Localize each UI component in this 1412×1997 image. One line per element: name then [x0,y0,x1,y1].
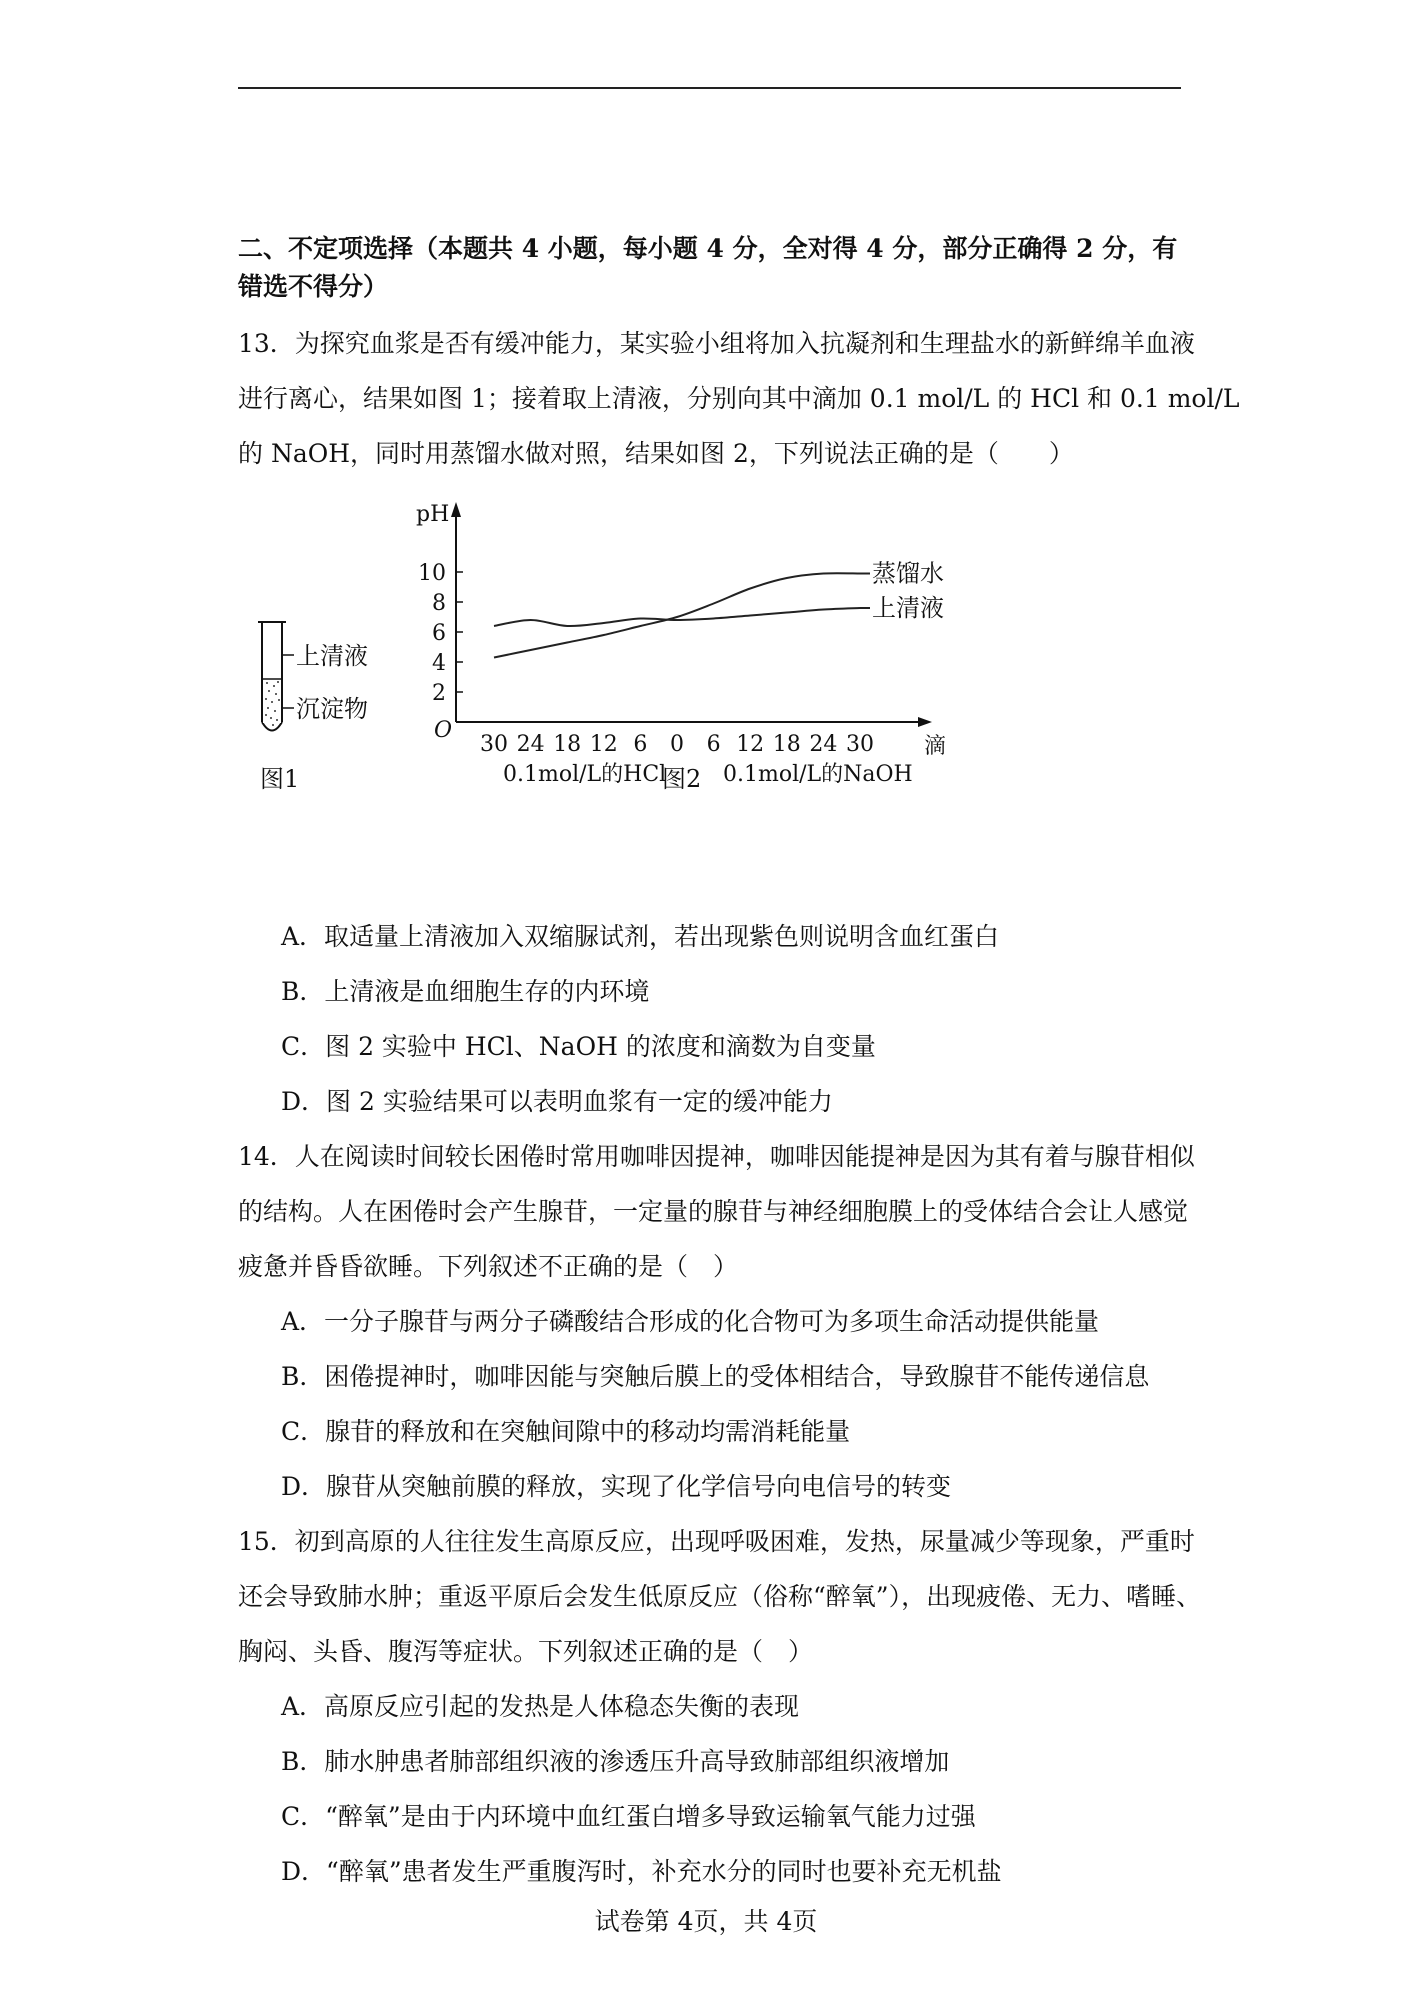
page-content [238,230,1240,1899]
y-tick-label: 6 [432,621,446,646]
sediment-label: 沉淀物 [296,695,368,723]
option-b: B．困倦提神时，咖啡因能与突触后膜上的受体相结合，导致腺苷不能传递信息 [281,1362,1150,1391]
option-a: A．一分子腺苷与两分子磷酸结合形成的化合物可为多项生命活动提供能量 [281,1307,1100,1336]
x-tick-label: 0 [670,732,684,757]
figure-svg [238,487,1181,903]
supernatant-label: 上清液 [296,642,368,670]
test-tube-figure [258,622,368,793]
option-c: C．图 2 实验中 HCl、NaOH 的浓度和滴数为自变量 [281,1032,876,1061]
y-tick-label: 2 [432,681,446,706]
question-stem-line: 14．人在阅读时间较长困倦时常用咖啡因提神，咖啡因能提神是因为其有着与腺苷相似 [238,1142,1195,1171]
series-label: 蒸馏水 [872,559,944,588]
series-line-distilled-water [494,573,860,657]
y-tick-label: 4 [432,651,446,676]
origin-label: O [434,718,453,743]
question-stem-line: 疲惫并昏昏欲睡。下列叙述不正确的是（ ） [238,1252,739,1281]
option-c: C．“醉氧”是由于内环境中血红蛋白增多导致运输氧气能力过强 [281,1802,976,1831]
question-stem-line: 13．为探究血浆是否有缓冲能力，某实验小组将加入抗凝剂和生理盐水的新鲜绵羊血液 [238,329,1195,358]
question-stem-line: 15．初到高原的人往往发生高原反应，出现呼吸困难，发热，尿量减少等现象，严重时 [238,1527,1195,1556]
question-stem-line: 还会导致肺水肿；重返平原后会发生低原反应（俗称“醉氧”），出现疲倦、无力、嗜睡、 [238,1582,1202,1611]
question-stem-line: 胸闷、头昏、腹泻等症状。下列叙述正确的是（ ） [238,1637,814,1666]
x-group-naoh-label: 0.1mol/L的NaOH [723,762,913,787]
question-stem-line: 进行离心，结果如图 1；接着取上清液，分别向其中滴加 0.1 mol/L 的 HCl 和 0.1 mol/L [238,384,1240,413]
y-tick-label: 8 [432,591,446,616]
x-tick-label: 6 [633,732,648,757]
option-b: B．上清液是血细胞生存的内环境 [281,977,650,1006]
x-tick-label: 18 [772,732,801,757]
section-heading: 二、不定项选择（本题共 4 小题，每小题 4 分，全对得 4 分，部分正确得 2 分，有错选不得分） [238,234,1178,301]
option-d: D．腺苷从突触前膜的释放，实现了化学信号向电信号的转变 [281,1472,952,1501]
option-c: C．腺苷的释放和在突触间隙中的移动均需消耗能量 [281,1417,851,1446]
page-footer: 试卷第 4页，共 4页 [594,1907,818,1936]
y-axis-label: pH [416,502,450,527]
option-a: A．高原反应引起的发热是人体稳态失衡的表现 [281,1692,800,1721]
x-group-hcl-label: 0.1mol/L的HCl [503,762,667,787]
x-tick-label: 24 [516,732,545,757]
x-axis-arrow [918,717,932,727]
question-14 [238,1129,1195,1514]
x-tick-label: 24 [809,732,838,757]
question-stem-line: 的 NaOH，同时用蒸馏水做对照，结果如图 2，下列说法正确的是（ ） [238,439,1074,468]
option-d: D．图 2 实验结果可以表明血浆有一定的缓冲能力 [281,1087,833,1116]
y-tick-label: 10 [418,561,446,586]
x-tick-label: 12 [589,732,618,757]
option-b: B．肺水肿患者肺部组织液的渗透压升高导致肺部组织液增加 [281,1747,950,1776]
question-13 [238,316,1240,1129]
question-stem-line: 的结构。人在困倦时会产生腺苷，一定量的腺苷与神经细胞膜上的受体结合会让人感觉 [238,1197,1189,1226]
x-tick-label: 30 [480,732,508,757]
x-axis-unit: 滴 [924,734,947,759]
question-13-figure [238,487,1181,903]
option-a: A．取适量上清液加入双缩脲试剂，若出现紫色则说明含血红蛋白 [281,922,1000,951]
series-label: 上清液 [872,594,944,622]
x-tick-label: 18 [553,732,582,757]
figure-1-caption: 图1 [260,765,300,793]
figure-2-caption: 图2 [662,765,702,793]
option-d: D．“醉氧”患者发生严重腹泻时，补充水分的同时也要补充无机盐 [281,1857,1002,1886]
y-axis-arrow [451,502,461,517]
x-tick-label: 30 [846,732,874,757]
x-tick-label: 12 [736,732,765,757]
x-tick-label: 6 [706,732,721,757]
header-rule [238,87,1181,89]
question-15 [238,1514,1202,1899]
ph-chart [416,502,946,793]
